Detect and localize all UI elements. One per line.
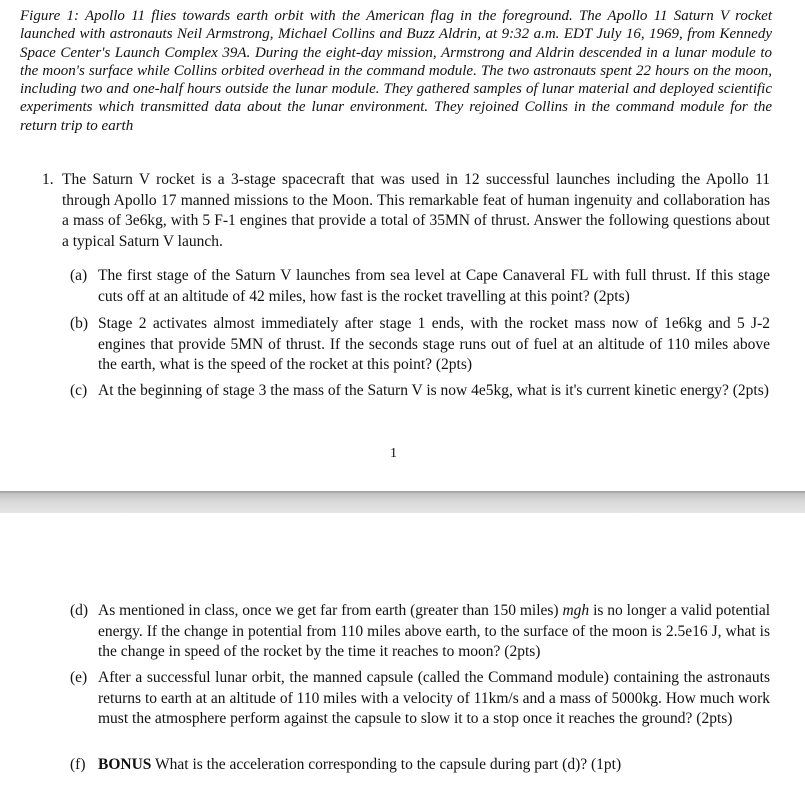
figure-caption [20, 7, 772, 135]
part-c-label: (c) [70, 382, 88, 399]
page-divider [0, 491, 805, 513]
part-f-label: (f) [70, 756, 86, 773]
bonus-label: BONUS [98, 756, 152, 773]
question-1-text: The Saturn V rocket is a 3-stage spacecraft that was used in 12 successful launches including the Apollo 11 through Apollo 17 manned missions to the Moon. This remarkable feat of human ingenuity and collaboration has a mass of 3e6kg, with 5 F-1 engines that provide a total of 35MN of thrust. Answer the following questions about a typical Saturn V launch. [62, 171, 770, 250]
question-1 [42, 170, 770, 252]
question-number: 1. [42, 171, 54, 188]
figure-label: Figure 1: [20, 8, 79, 24]
part-a-label: (a) [70, 267, 88, 284]
part-e-label: (e) [70, 669, 88, 686]
part-e-text: After a successful lunar orbit, the manned capsule (called the Command module) containing the astronauts returns to earth at an altitude of 110 miles with a velocity of 11km/s and a mass of 5000kg. How much work must the atmosphere perform against the capsule to slow it to a stop once it reaches the ground? (2pts) [98, 669, 770, 727]
part-c [70, 381, 770, 402]
page-2 [0, 513, 805, 785]
part-b [70, 314, 770, 376]
part-d [70, 601, 770, 663]
part-b-text: Stage 2 activates almost immediately after stage 1 ends, with the rocket mass now of 1e6kg and 5 J-2 engines that provide 5MN of thrust. If the seconds stage runs out of fuel at an altitude of 110 miles above the earth, what is the speed of the rocket at this point? (2pts) [98, 315, 770, 373]
part-f-body: What is the acceleration corresponding to the capsule during part (d)? (1pt) [155, 756, 622, 773]
part-b-label: (b) [70, 315, 89, 332]
part-a [70, 266, 770, 307]
part-d-text [98, 601, 770, 663]
page-number: 1 [390, 446, 397, 461]
part-f-text [98, 755, 770, 776]
part-d-text-after: is no longer a valid potential energy. If the change in potential from 110 miles above earth, to the surface of the moon is 2.5e16 J, what is the change in speed of the rocket by the time it reaches to moon? (2pts) [98, 602, 771, 660]
part-a-text: The first stage of the Saturn V launches from sea level at Cape Canaveral FL with full thrust. If this stage cuts off at an altitude of 42 miles, how fast is the rocket travelling at this point? (2pts) [98, 267, 770, 305]
part-d-label: (d) [70, 602, 89, 619]
part-d-math: mgh [562, 602, 590, 619]
part-f [70, 755, 770, 776]
figure-caption-text: Apollo 11 flies towards earth orbit with the American flag in the foreground. The Apollo 11 Saturn V rocket launched with astronauts Neil Armstrong, Michael Collins and Buzz Aldrin, at 9:32 a.m. EDT July 16, 1969, from Kennedy Space Center's Launch Complex 39A. During the eight-day mission, Armstrong and Aldrin descended in a lunar module to the moon's surface while Collins orbited overhead in the command module. The two astronauts spent 22 hours on the moon, including two and one-half hours outside the lunar module. They gathered samples of lunar material and deployed scientific experiments which transmitted data about the lunar environment. They rejoined Collins in the command module for the return trip to earth [20, 8, 772, 134]
part-d-text-before: As mentioned in class, once we get far from earth (greater than 150 miles) [98, 602, 559, 619]
part-c-text: At the beginning of stage 3 the mass of the Saturn V is now 4e5kg, what is it's current kinetic energy? (2pts) [98, 382, 769, 399]
part-e [70, 668, 770, 730]
